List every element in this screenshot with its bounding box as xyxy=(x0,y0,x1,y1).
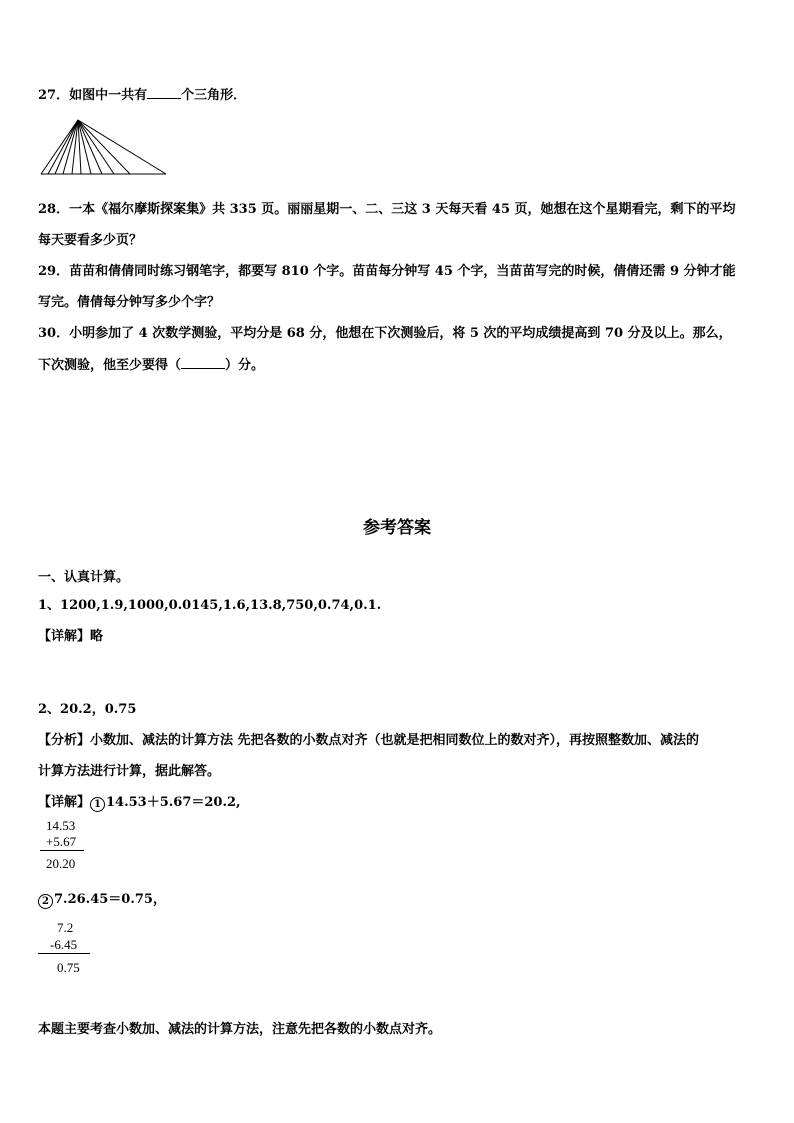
step-2-number: 2 xyxy=(38,894,53,909)
step-1-number: 1 xyxy=(90,797,105,812)
step-2-equation: 7.26.45＝0.75， xyxy=(54,892,166,907)
answer-1-detail: 【详解】略 xyxy=(38,629,104,644)
q30-line2-suffix: ）分。 xyxy=(225,358,265,373)
answer-2-analysis-line1: 【分析】小数加、减法的计算方法 先把各数的小数点对齐（也就是把相同数位上的数对齐），再按照整数加、减法的 xyxy=(38,733,700,748)
q27-prefix: 27．如图中一共有 xyxy=(38,88,148,103)
vert2-mid: -6.45 xyxy=(50,937,78,952)
question-27 xyxy=(38,84,246,103)
answer-1: 1、1200,1.9,1000,0.0145,1.6,13.8,750,0.74,0.1. xyxy=(38,598,382,613)
answers-title: 参考答案 xyxy=(363,518,431,538)
vert1-top: 14.53 xyxy=(46,818,76,833)
vert1-mid: +5.67 xyxy=(46,834,77,849)
answer-2-step2 xyxy=(38,888,166,909)
question-28-line2: 每天要看多少页？ xyxy=(38,233,143,248)
vert2-result: 0.75 xyxy=(57,960,80,975)
vert1-result: 20.20 xyxy=(46,856,76,871)
answer-summary: 本题主要考查小数加、减法的计算方法，注意先把各数的小数点对齐。 xyxy=(38,1022,442,1037)
question-29-line1: 29．苗苗和倩倩同时练习钢笔字，都要写 810 个字。苗苗每分钟写 45 个字，当苗苗写完的时候，倩倩还需 9 分钟才能 xyxy=(38,264,736,279)
question-30-line1: 30．小明参加了 4 次数学测验，平均分是 68 分，他想在下次测验后，将 5 次的平均成绩提高到 70 分及以上。那么， xyxy=(38,326,732,341)
detail-label: 【详解】 xyxy=(38,795,91,810)
question-29-line2: 写完。倩倩每分钟写多少个字？ xyxy=(38,295,221,310)
triangle-figure xyxy=(38,118,170,178)
q30-line2-prefix: 下次测验，他至少要得（ xyxy=(38,358,182,373)
answer-2-analysis-line2: 计算方法进行计算，据此解答。 xyxy=(38,764,221,779)
question-28-line1: 28．一本《福尔摩斯探案集》共 335 页。丽丽星期一、二、三这 3 天每天看 45 页，她想在这个星期看完，剩下的平均 xyxy=(38,202,736,217)
question-30-line2 xyxy=(38,354,264,373)
vert1-rule xyxy=(40,850,84,851)
vert2-top: 7.2 xyxy=(57,920,74,935)
q27-blank xyxy=(147,98,181,99)
answer-2: 2、20.2，0.75 xyxy=(38,702,137,717)
section-1-heading: 一、认真计算。 xyxy=(38,570,130,585)
q30-blank xyxy=(181,368,225,369)
answer-2-detail xyxy=(38,791,241,812)
vert2-rule xyxy=(38,953,90,954)
step-1-equation: 14.53＋5.67＝20.2, xyxy=(106,795,241,810)
q27-suffix: 个三角形． xyxy=(181,88,247,103)
